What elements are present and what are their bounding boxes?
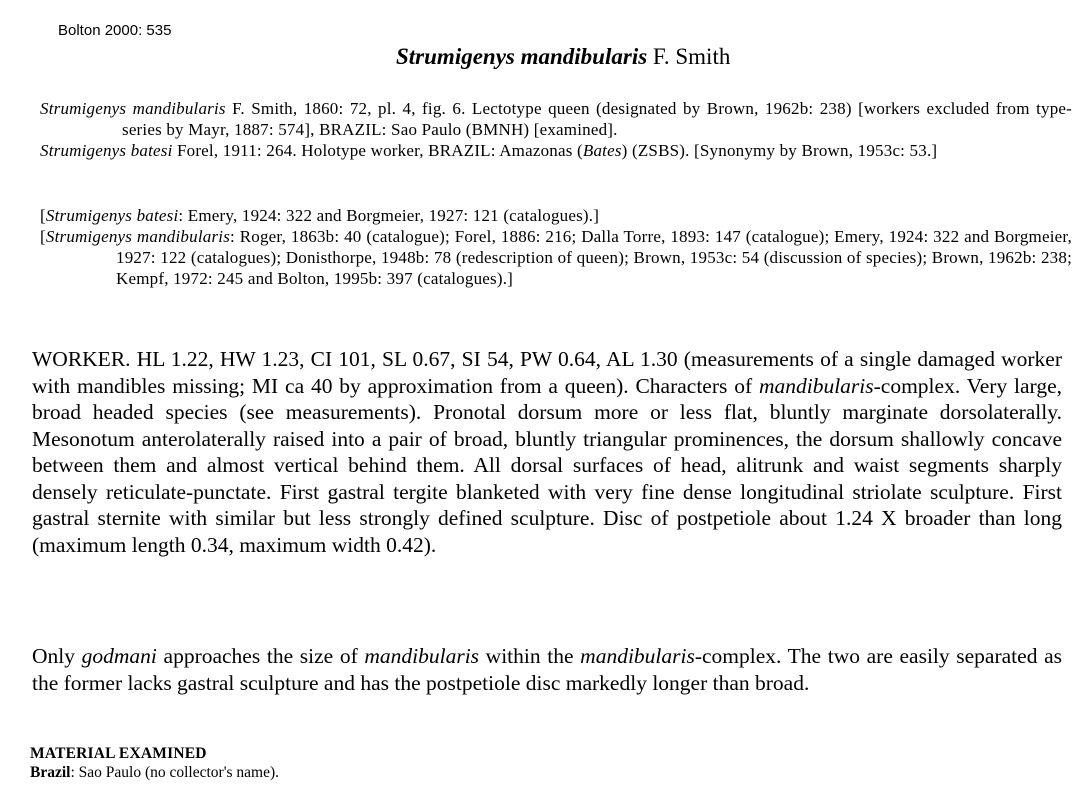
complex-name: mandibularis	[580, 644, 695, 668]
material-examined	[30, 744, 279, 782]
taxon-name: Strumigenys batesi	[45, 206, 179, 225]
species-title	[396, 44, 730, 70]
catalogue-text: : Roger, 1863b: 40 (catalogue); Forel, 1886: 216; Dalla Torre, 1893: 147 (catalogue); Emery, 1924: 322 and Borgmeier, 1927: 122 (catalogues); Donisthorpe, 1948b: 78 (redescription of queen); Brown, 1953c: 54 (discussion of species); Brown, 1962b: 238; Kempf, 1972: 245 and Bolton, 1995b: 397 (catalogues).]	[116, 227, 1072, 288]
taxon-name: Strumigenys mandibularis	[45, 227, 231, 246]
synonymy-block-catalogue	[40, 205, 1072, 289]
taxon-name: Strumigenys mandibularis	[40, 99, 226, 118]
synonymy-entry	[40, 140, 1072, 161]
catalogue-entry: [Strumigenys mandibularis: Roger, 1863b: 40 (catalogue); Forel, 1886: 216; Dalla Torre, 1893: 147 (catalogue); Emery, 1924: 322 and Borgmeier, 1927: 122 (catalogues); Donisthorpe, 1948b: 78 (redescription of queen); Brown, 1953c: 54 (discussion of species); Brown, 1962b: 238; Kempf, 1972: 245 and Bolton, 1995b: 397 (catalogues).]	[40, 227, 1072, 288]
species-ref: godmani	[81, 644, 157, 668]
synonymy-entry	[40, 98, 1072, 140]
taxon-name: Strumigenys batesi	[40, 141, 173, 160]
synonymy-block-original	[40, 98, 1072, 196]
species-name: Strumigenys mandibularis	[396, 44, 648, 69]
catalogue-entry: [Strumigenys batesi: Emery, 1924: 322 and Borgmeier, 1927: 121 (catalogues).]	[40, 206, 600, 225]
page-citation: Bolton 2000: 535	[58, 22, 172, 39]
complex-name: mandibularis	[758, 373, 874, 398]
catalogue-text: : Emery, 1924: 322 and Borgmeier, 1927: 121 (catalogues).]	[178, 206, 600, 225]
species-author: F. Smith	[652, 44, 731, 69]
collector-name: Bates	[582, 141, 622, 160]
material-heading: MATERIAL EXAMINED	[30, 745, 207, 762]
synonymy-text: ) (ZSBS). [Synonymy by Brown, 1953c: 53.]	[621, 141, 938, 160]
species-comparison: Only godmani approaches the size of mandibularis within the mandibularis-complex. The two are easily separated as the former lacks gastral sculpture and has the postpetiole disc markedly longer than broad.	[32, 644, 1062, 695]
locality-text: : Sao Paulo (no collector's name).	[70, 764, 280, 781]
synonymy-text: F. Smith, 1860: 72, pl. 4, fig. 6. Lectotype queen (designated by Brown, 1962b: 238) [workers excluded from type-series by Mayr, 1887: 574], BRAZIL: Sao Paulo (BMNH) [examined].	[122, 99, 1072, 139]
worker-description: WORKER. HL 1.22, HW 1.23, CI 101, SL 0.67, SI 54, PW 0.64, AL 1.30 (measurements of a single damaged worker with mandibles missing; MI ca 40 by approximation from a queen). Characters of mandibularis-complex. Very large, broad headed species (see measurements). Pronotal dorsum more or less flat, bluntly marginate dorsolaterally. Mesonotum anterolaterally raised into a pair of broad, bluntly triangular prominences, the dorsum shallowly concave between them and almost vertical behind them. All dorsal surfaces of head, alitrunk and waist segments sharply densely reticulate-punctate. First gastral tergite blanketed with very fine dense longitudinal striolate sculpture. First gastral sternite with similar but less strongly defined sculpture. Disc of postpetiole about 1.24 X broader than long (maximum length 0.34, maximum width 0.42).	[32, 347, 1062, 557]
material-entry	[30, 763, 279, 782]
country-name: Brazil	[30, 764, 71, 781]
species-ref: mandibularis	[364, 644, 480, 668]
synonymy-text: Forel, 1911: 264. Holotype worker, BRAZIL: Amazonas (	[176, 141, 583, 160]
